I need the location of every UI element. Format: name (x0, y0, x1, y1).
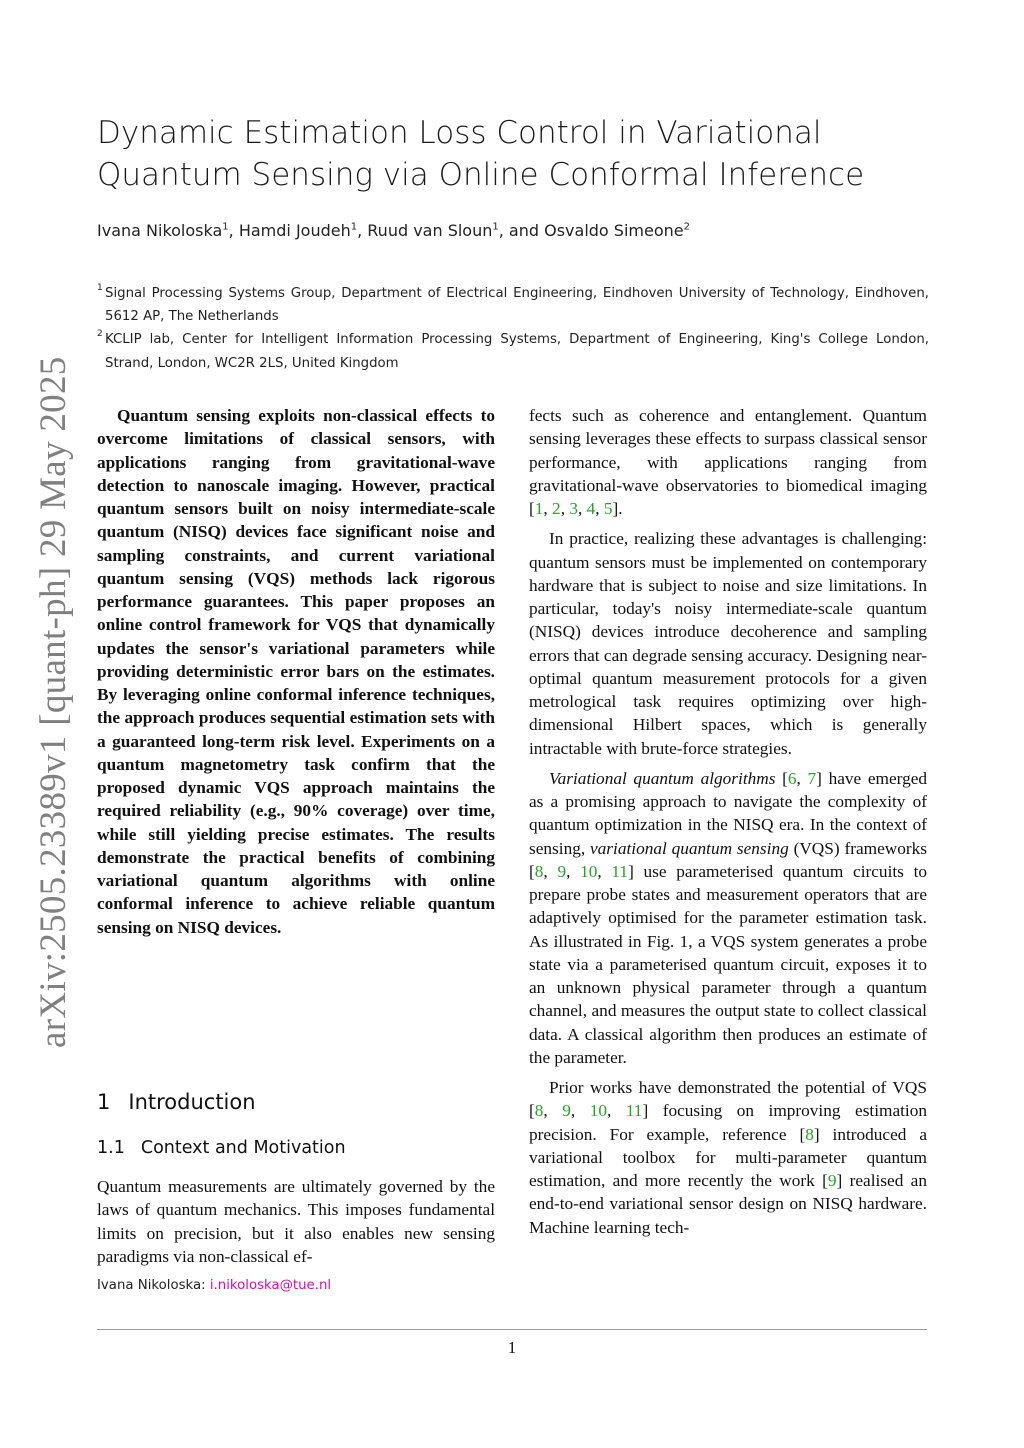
citation-link[interactable]: 7 (807, 768, 817, 788)
author-separator: , (357, 221, 368, 240)
affiliation-list (97, 282, 929, 375)
paragraph-prior-works (529, 1076, 927, 1239)
footer-divider (97, 1329, 927, 1330)
citation-link[interactable]: 9 (827, 1171, 837, 1190)
abstract-text: Quantum sensing exploits non-classical effects to overcome limitations of classical sensors, with applications ranging from gravitational-wave detection to nanoscale imaging. However, practical quantum sensors built on noisy intermediate-scale quantum (NISQ) devices face significant noise and sampling constraints, and current variational quantum sensing (VQS) methods lack rigorous performance guarantees. This paper proposes an online control framework for VQS that dynamically updates the sensor's variational parameters while providing deterministic error bars on the estimates. By leveraging online conformal inference techniques, the approach produces sequential estimation sets with a guaranteed long-term risk level. Experiments on a quantum magnetometry task confirm that the proposed dynamic VQS approach maintains the required reliability (e.g., 90% coverage) over time, while still yielding precise estimates. The results demonstrate the practical benefits of combining variational quantum algorithms with online conformal inference to achieve reliable quantum sensing on NISQ devices. (97, 406, 495, 937)
footnote-label: Ivana Nikoloska: (97, 1278, 206, 1293)
paragraph-applications (529, 404, 927, 520)
citation-link[interactable]: 8 (534, 1101, 544, 1121)
text-run: , (570, 1101, 590, 1121)
text-run: , (543, 1101, 563, 1121)
citation-link[interactable]: 9 (562, 1101, 571, 1121)
paragraph-practice (529, 527, 927, 760)
affiliation (97, 328, 929, 374)
citation-link[interactable]: 11 (611, 861, 629, 881)
text-run: ] use parameterised quantum circuits to prepare probe states and measurement operators that are adaptively optimised for the parameter estimation task. As illustrated in Fig. 1, a VQS system generates a probe state via a parameterised quantum circuit, exposes it to an unknown physical parameter through a quantum channel, and measures the output state to collect classical data. A classical algorithm then produces an estimate of the parameter. (529, 861, 928, 1067)
paper-title: Dynamic Estimation Loss Control in Variational Quantum Sensing via Online Conformal Inference (97, 115, 865, 193)
citation-link[interactable]: 6 (787, 768, 797, 788)
text-run: ] have emerged as a promising approach to navigate the complexity of quantum optimization in the NISQ era. In the context of sensing, (529, 768, 928, 858)
citation-link[interactable]: 9 (557, 861, 567, 881)
subsection-heading-context (97, 1138, 346, 1158)
text-run: (VQS) frameworks [ (529, 838, 927, 881)
subsection-number: 1.1 (97, 1138, 125, 1158)
text-run: , (595, 499, 604, 518)
affiliation-text: KCLIP lab, Center for Intelligent Information Processing Systems, Department of Engineering, King's College London, Strand, London, WC2R 2LS, United Kingdom (105, 332, 929, 371)
author-affiliation-mark: 1 (492, 221, 499, 233)
subsection-title: Context and Motivation (140, 1138, 346, 1158)
citation-link[interactable]: 1 (534, 499, 544, 518)
citation-link[interactable]: 8 (805, 1124, 814, 1144)
section-heading-introduction (97, 1090, 256, 1114)
section-number: 1 (97, 1090, 111, 1114)
text-run: , (543, 499, 553, 518)
author-name: Osvaldo Simeone (544, 221, 684, 240)
author-email-link[interactable]: i.nikoloska@tue.nl (209, 1278, 332, 1293)
text-run: ] introduced a variational toolbox for multi-parameter quantum estimation, and more recently the work [ (529, 1124, 927, 1190)
citation-link[interactable]: 4 (586, 499, 596, 518)
author-affiliation-mark: 1 (222, 221, 229, 233)
citation-link[interactable]: 2 (552, 499, 561, 518)
text-run: , (597, 861, 612, 881)
text-run: ] realised an end-to-end variational sensor design on NISQ hardware. Machine learning tech- (529, 1171, 927, 1237)
arxiv-identifier-stamp: arXiv:2505.23389v1 [quant-ph] 29 May 2025 (33, 356, 74, 1048)
left-column (97, 404, 495, 939)
text-run: [ (775, 768, 788, 788)
abstract (97, 404, 495, 939)
author-name: Ruud van Sloun (367, 221, 493, 240)
citation-link[interactable]: 5 (603, 499, 613, 518)
right-column (529, 404, 927, 1246)
affiliation-mark: 1 (97, 283, 103, 293)
author-separator: , (228, 221, 239, 240)
text-run: , (566, 861, 581, 881)
text-run: ]. (612, 499, 623, 518)
citation-link[interactable]: 8 (534, 861, 544, 881)
text-run: , (796, 768, 808, 788)
affiliation (97, 282, 929, 328)
emphasized-term: variational quantum sensing (589, 838, 789, 858)
emphasized-term: Variational quantum algorithms (549, 768, 776, 788)
author-footnote (97, 1278, 331, 1293)
intro-paragraph: Quantum measurements are ultimately governed by the laws of quantum mechanics. This imposes fundamental limits on precision, but it also enables new sensing paradigms via non-classical ef- (97, 1177, 495, 1266)
author-affiliation-mark: 2 (683, 221, 690, 233)
text-run: , (543, 861, 558, 881)
page-number: 1 (507, 1338, 517, 1357)
author-name: Hamdi Joudeh (238, 221, 351, 240)
section-title: Introduction (128, 1090, 256, 1114)
text-run: Prior works have demonstrated the potential of VQS [ (529, 1078, 927, 1121)
paragraph-variational (529, 767, 927, 1069)
author-affiliation-mark: 1 (350, 221, 358, 233)
text-run: , (606, 1101, 626, 1121)
affiliation-mark: 2 (97, 329, 103, 340)
text-run: fects such as coherence and entanglement. Quantum sensing leverages these effects to surpass classical sensor performance, with applications ranging from gravitational-wave observatories to biomedical imaging [ (529, 406, 927, 518)
citation-link[interactable]: 10 (580, 861, 598, 881)
author-name: Ivana Nikoloska (97, 221, 223, 240)
author-list (97, 221, 690, 240)
text-run: , (560, 499, 570, 518)
affiliation-text: Signal Processing Systems Group, Department of Electrical Engineering, Eindhoven University of Technology, Eindhoven, 5612 AP, The Netherlands (105, 286, 929, 325)
text-run: ] focusing on improving estimation precision. For example, reference [ (529, 1101, 928, 1144)
citation-link[interactable]: 11 (625, 1101, 643, 1121)
author-separator: , and (498, 221, 545, 240)
text-run: In practice, realizing these advantages is challenging: quantum sensors must be implemented on contemporary hardware that is subject to noise and size limitations. In particular, today's noisy intermediate-scale quantum (NISQ) devices introduce decoherence and sampling errors that can degrade sensing accuracy. Designing near-optimal quantum measurement protocols for a given metrological task requires optimizing over high-dimensional Hilbert spaces, which is generally intractable with brute-force strategies. (529, 529, 927, 758)
citation-link[interactable]: 3 (569, 499, 578, 518)
citation-link[interactable]: 10 (589, 1101, 607, 1121)
intro-paragraph-block (97, 1175, 495, 1268)
text-run: , (577, 499, 587, 518)
